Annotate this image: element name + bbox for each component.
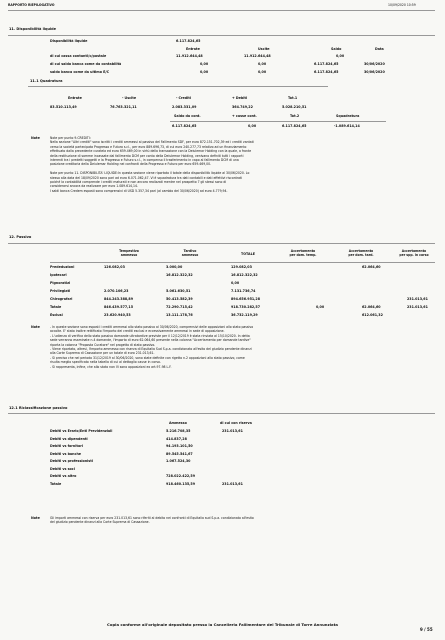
divider	[170, 121, 386, 122]
note-label: Note	[31, 325, 40, 329]
q-val-crediti: 2.083.331,09	[172, 105, 197, 109]
passivo-row-label: Chirografari	[50, 297, 73, 301]
row-saldo: 0,00	[336, 54, 345, 58]
col-totale: TOTALE	[241, 252, 255, 256]
note-label: Note	[31, 516, 40, 520]
ricl-ammesso: 918.460.135,59	[166, 481, 195, 486]
passivo-cell: 231.013,61	[407, 297, 428, 301]
q-head-entrate: Entrate	[68, 96, 82, 100]
q-sub-val-saldo: 6.117.824,65	[172, 124, 197, 128]
passivo-cell: 0,00	[316, 305, 325, 309]
passivo-cell: 72.290.715,42	[166, 305, 193, 309]
passivo-cell: 231.013,61	[407, 305, 428, 309]
q-head-debiti: + Debiti	[232, 96, 248, 100]
passivo-cell: 16.812.322,32	[166, 273, 193, 277]
passivo-cell: 62.064,60	[362, 305, 381, 309]
col-acc-tard: Accertamento per dom. tard.	[348, 249, 374, 258]
passivo-cell: 36.732.119,29	[231, 313, 258, 317]
q-val-tot1: 5.028.210,51	[282, 105, 307, 109]
passivo-cell: 126.082,03	[104, 265, 125, 269]
ricl-row-label: Debiti vs dipendenti	[50, 436, 88, 441]
row-uscite: 0,00	[258, 62, 267, 66]
passivo-cell: 2.070.106,23	[104, 289, 129, 293]
col-riserva: di cui con riserva	[220, 421, 252, 425]
header-divider	[8, 10, 435, 11]
divider	[8, 243, 435, 244]
passivo-row-label: Esclusi	[50, 313, 63, 317]
passivo-cell: 844.243.388,89	[104, 297, 133, 301]
footer-text: Copia conforme all'originale depositato presso la Cancelleria Fallimentare del Tribunale di Torre Annunziata	[107, 622, 338, 627]
report-date: 10/09/2020 10:59	[388, 3, 416, 7]
ricl-row-label: Debiti vs professionisti	[50, 459, 93, 463]
note-text: Note per punto 9.CREDITI: Nella sezione "Altri crediti" sono iscritti i crediti ammessi al passivo del Fallimento SDF, per euro 872.151.702,39 ed i crediti vantati verso la società partecipata Progresso e Futuro s.r.l., per euro 889.696,73, di cui euro 240.277,73 relativo ad un finanziamento effettuato dalla precedente curatela ed euro 659.469,00 in virtù della transazione con la Deiulemar Holding con la quale, a fronte della restituzione di somme incassate dal fallimento DCM per conto della Deiulemar Holding, venivano definiti tutti i rapporti interenti tra i predetti soggetti e la Progresso e Futuro s.r.l., in compenso il trasferimento in capo al fallimento DCM di una posizione creditoria della Deiulemar Holding nei confronti della Progresso e Futuro per euro 659.469,00. Note per punto 11. DISPONIBILITA' LIQUIDE:In questa sezione viene riportato il totale della disponibilità liquide al 30/06/2020. Lo stesso alla data del 18/09/2020 sono pari ad euro 6.071.062,47. Vi è squadratura tra dati contabili e dati effettivi riscontrati poiché la contabilità comprende i crediti maturati e non ancora realizzati mentre nel prospetto 7 gli stessi sono di considerarsi ancora da realizzare per euro 1.089.614,14. I saldi banca Credem esposti sono comprensivi di USD 5.357,34 pari (al cambio del 30/06/2020) ad euro 4.779,94.	[50, 136, 254, 193]
col-uscite: Uscite	[258, 47, 270, 51]
passivo-cell: 0,00	[231, 281, 240, 285]
ricl-riserva: 231.013,61	[222, 429, 243, 433]
row-uscite: 11.912.644,48	[244, 54, 271, 58]
passivo-cell: 918.730.282,57	[231, 305, 260, 309]
col-acc-corso: Accertamento per spp. in corso	[399, 249, 429, 258]
q-sub-val-tot2: 6.117.824,65	[282, 124, 307, 128]
q-val-debiti: 364.749,22	[232, 105, 253, 109]
col-tempestivo: Tempestivo ammesso	[119, 249, 139, 258]
ricl-row-label: Debiti vs fornitori	[50, 444, 83, 448]
q-sub-squad: Squadratura	[336, 114, 360, 118]
passivo-cell: 3.000,00	[166, 265, 183, 269]
q-val-uscite: 76.763.321,11	[110, 105, 137, 109]
row-entrate: 0,00	[200, 62, 209, 66]
passivo-cell: 612.061,32	[362, 313, 383, 317]
section-title-disponibilita: 11. Disponibilità liquide	[9, 27, 57, 31]
row-entrate: 0,00	[200, 70, 209, 74]
col-data: Data	[375, 47, 384, 51]
note-text: Gli importi ammessi con riserva per euro 231.013,61 sono riferiti al debito nei confronti di Equitalia sud S.p.a. condizionato all'esito del giudizio pendente dinanzi alla Corte Suprema di Cassazione.	[50, 516, 254, 525]
row-label: di cui cassa contanti/c/postale	[50, 54, 107, 58]
section-title-riclassificazione: 12.1 Riclassificazione passivo	[9, 406, 68, 410]
ricl-row-label: Totale	[50, 481, 62, 486]
ricl-riserva: 231.013,61	[222, 481, 243, 486]
row-saldo: 6.117.824,65	[314, 62, 339, 66]
row-entrate: 11.912.644,48	[176, 54, 203, 58]
q-sub-val-squad: -1.089.614,14	[334, 124, 360, 128]
passivo-cell: 894.656.951,28	[231, 297, 260, 301]
q-sub-saldo: Saldo da cont.	[174, 114, 201, 118]
ricl-ammesso: 5.216.708,35	[166, 429, 191, 433]
q-head-tot1: Tot.1	[288, 96, 298, 100]
passivo-cell: 13.111.178,76	[166, 313, 193, 317]
disp-label: Disponibilità liquide	[50, 39, 88, 43]
ricl-row-label: Debiti vs altro	[50, 474, 77, 478]
note-label: Note	[31, 136, 40, 140]
divider	[28, 86, 328, 87]
col-entrate: Entrate	[186, 47, 200, 51]
passivo-row-label: Privilegiati	[50, 289, 71, 293]
q-sub-val-casse: 0,00	[248, 124, 257, 128]
row-data: 30/06/2020	[364, 62, 385, 66]
ricl-ammesso: 728.022.422,59	[166, 474, 195, 478]
row-saldo: 6.117.824,65	[314, 70, 339, 74]
row-label: saldo banca come da ultimo E/C	[50, 70, 110, 74]
passivo-row-label: Totale	[50, 305, 62, 309]
q-head-crediti: - Crediti	[176, 96, 191, 100]
passivo-cell: 7.131.736,74	[231, 289, 256, 293]
passivo-cell: 62.064,60	[362, 265, 381, 269]
col-ammesso: Ammesso	[169, 421, 187, 425]
col-saldo: Saldo	[331, 47, 342, 51]
disp-value: 6.117.824,65	[176, 39, 201, 43]
col-tardivo: Tardivo ammesso	[181, 249, 199, 258]
ricl-ammesso: 1.067.524,30	[166, 459, 191, 463]
report-title: RAPPORTO RIEPILOGATIVO	[8, 3, 55, 7]
passivo-cell: 16.812.322,32	[231, 273, 258, 277]
passivo-row-label: Pignoratizi	[50, 281, 71, 285]
divider	[50, 262, 435, 263]
passivo-row-label: Ipotecari	[50, 273, 67, 277]
ricl-ammesso: 414.837,28	[166, 436, 187, 441]
col-acc-temp: Accertamento per dom. temp.	[289, 249, 317, 258]
passivo-cell: 129.082,03	[231, 265, 252, 269]
q-sub-casse: + casse cont.	[232, 114, 257, 118]
q-sub-tot2: Tot.2	[290, 114, 300, 118]
note-text: - In queste sezione sono esposti i crediti ammessi allo stato passivo al 30/06/2020, comprensivi delle opposizioni allo stato passivo accolte. E' stato inoltre rettificato l'importo dei crediti esclusi e eccessivamente ammessi in sede di opposizione. - L'udienza di verifica dello stato passivo domande ultratardive previste per il 12/12/2019 è stata rinviata al 15/10/2020. In detta sede verranno esaminate n.4 domande, l'importo di euro 62.064,60 presente nella colonna "Accertamento per domande tardive" riporta la colonna "Proposta Curatore" nel progetto di stato passivo. - Viene riportato, altresì, l'importo ammesso con riserva di Equitalia Sud S.p.a. condizionato all'esito del giudizio pendente dinanzi alla Corte Suprema di Cassazione per un totale di euro 231.013,61. - Si precisa che nel periodo 31/12/2019 al 30/06/2020, sono state definite con rigetto n.2 opposizioni allo stato passivo, come risulta meglio specificato nella tabella di cui al dettaglio cause in corso. - Si rappresenta, infine, che allo stato non Vi sono opposizioni ex art.97-98 L.F.	[50, 325, 254, 369]
ricl-ammesso: 89.545.541,67	[166, 451, 193, 456]
section-title-passivo: 12. Passivo	[9, 235, 32, 239]
q-head-uscite: - Uscite	[122, 96, 137, 100]
passivo-cell: 23.620.940,53	[104, 313, 131, 317]
passivo-cell: 5.061.630,51	[166, 289, 191, 293]
passivo-cell: 50.413.582,39	[166, 297, 193, 301]
divider	[8, 413, 435, 414]
ricl-row-label: Debiti vs banche	[50, 451, 82, 456]
row-label: di cui saldo banca come da contabilità	[50, 62, 122, 66]
ricl-ammesso: 94.193.101,50	[166, 444, 193, 448]
ricl-row-label: Debiti vs Erario/Enti Previdenziali	[50, 429, 113, 433]
passivo-row-label: Prededuzioni	[50, 265, 75, 269]
passivo-cell: 846.439.577,15	[104, 305, 133, 309]
row-uscite: 0,00	[258, 70, 267, 74]
divider	[8, 35, 435, 36]
q-val-entrate: 83.510.113,49	[50, 105, 77, 109]
section-title-quadratura: 11.1 Quadratura	[30, 79, 63, 83]
row-data: 30/06/2020	[364, 70, 385, 74]
page-number: 9 / 55	[420, 627, 433, 632]
ricl-row-label: Debiti vs soci	[50, 466, 75, 471]
